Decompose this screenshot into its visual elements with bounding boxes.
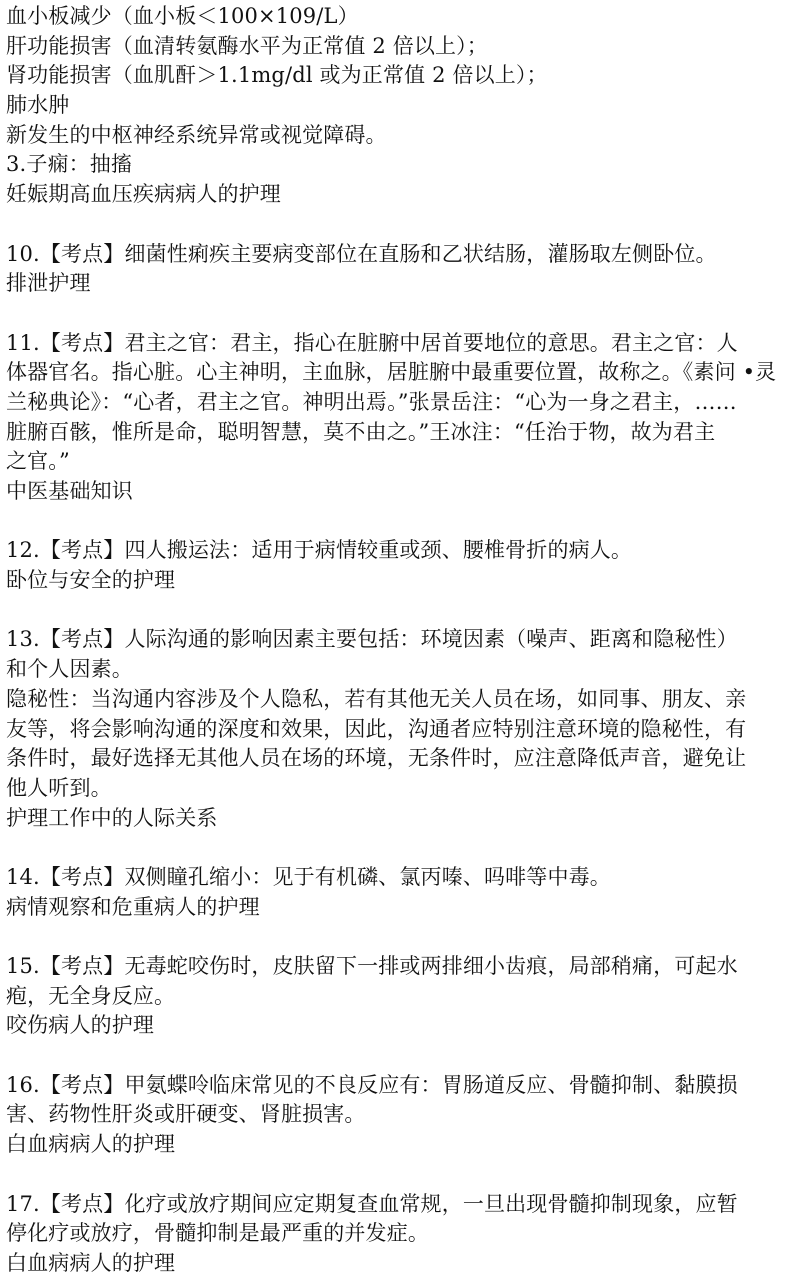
item-text: 16.【考点】甲氨蝶呤临床常见的不良反应有：胃肠道反应、骨髓抑制、黏膜损 (6, 1072, 738, 1097)
paragraph-gap (6, 299, 800, 329)
section-label: 护理工作中的人际关系 (6, 805, 218, 830)
intro-line: 3.子痫：抽搐 (6, 152, 133, 177)
item-text: 害、药物性肝炎或肝硬变、肾脏损害。 (6, 1102, 366, 1127)
section-label: 白血病病人的护理 (6, 1250, 176, 1275)
intro-line: 肺水肿 (6, 93, 70, 118)
item-text: 15.【考点】无毒蛇咬伤时，皮肤留下一排或两排细小齿痕，局部稍痛，可起水 (6, 954, 738, 978)
section-label: 妊娠期高血压疾病病人的护理 (6, 182, 281, 207)
item-text: 他人听到。 (6, 775, 112, 800)
item-text: 疱，无全身反应。 (6, 983, 176, 1008)
section-label: 排泄护理 (6, 271, 91, 296)
item-text: 友等，将会影响沟通的深度和效果，因此，沟通者应特别注意环境的隐秘性，有 (6, 716, 747, 741)
item-10 (6, 240, 800, 299)
item-text: 10.【考点】细菌性痢疾主要病变部位在直肠和乙状结肠，灌肠取左侧卧位。 (6, 241, 717, 266)
item-text: 条件时，最好选择无其他人员在场的环境，无条件时，应注意降低声音，避免让 (6, 746, 747, 771)
item-text: 和个人因素。 (6, 657, 133, 682)
item-17 (6, 1190, 800, 1279)
item-15 (6, 952, 800, 1041)
item-14 (6, 863, 800, 922)
intro-line: 肝功能损害（血清转氨酶水平为正常值 2 倍以上）； (6, 33, 488, 58)
item-text: 兰秘典论》：“心者，君主之官。神明出焉。”张景岳注：“心为一身之君主，…… (6, 389, 737, 414)
paragraph-gap (6, 507, 800, 537)
paragraph-gap (6, 833, 800, 863)
item-text: 17.【考点】化疗或放疗期间应定期复查血常规，一旦出现骨髓抑制现象，应暂 (6, 1191, 738, 1216)
paragraph-gap (6, 1160, 800, 1190)
section-label: 病情观察和危重病人的护理 (6, 894, 260, 919)
intro-line: 血小板减少（血小板＜100×109/L） (6, 4, 359, 28)
paragraph-gap (6, 922, 800, 952)
item-text: 11.【考点】君主之官：君主，指心在脏腑中居首要地位的意思。君主之官：人 (6, 330, 738, 355)
section-label: 卧位与安全的护理 (6, 568, 176, 593)
paragraph-gap (6, 1041, 800, 1071)
item-text: 停化疗或放疗，骨髓抑制是最严重的并发症。 (6, 1221, 429, 1246)
intro-line: 肾功能损害（血肌酐＞1.1mg/dl 或为正常值 2 倍以上）； (6, 63, 548, 88)
item-text: 12.【考点】四人搬运法：适用于病情较重或颈、腰椎骨折的病人。 (6, 538, 633, 563)
item-text: 13.【考点】人际沟通的影响因素主要包括：环境因素（噪声、距离和隐秘性） (6, 627, 738, 652)
paragraph-gap (6, 596, 800, 626)
section-label: 咬伤病人的护理 (6, 1013, 155, 1038)
item-text: 隐秘性：当沟通内容涉及个人隐私，若有其他无关人员在场，如同事、朋友、亲 (6, 686, 747, 711)
item-text: 脏腑百骸，惟所是命，聪明智慧，莫不由之。”王冰注：“任治于物，故为君主 (6, 419, 716, 444)
intro-line: 新发生的中枢神经系统异常或视觉障碍。 (6, 122, 387, 147)
item-text: 14.【考点】双侧瞳孔缩小：见于有机磷、氯丙嗪、吗啡等中毒。 (6, 864, 611, 889)
item-text: 体器官名。指心脏。心主神明，主血脉，居脏腑中最重要位置，故称之。《素问 •灵 (6, 360, 777, 385)
item-11 (6, 329, 800, 507)
item-16 (6, 1071, 800, 1160)
section-label: 白血病病人的护理 (6, 1132, 176, 1157)
item-13 (6, 625, 800, 833)
intro-block (6, 2, 800, 210)
item-12 (6, 536, 800, 595)
item-text: 之官。” (6, 449, 70, 474)
section-label: 中医基础知识 (6, 479, 133, 503)
paragraph-gap (6, 210, 800, 240)
